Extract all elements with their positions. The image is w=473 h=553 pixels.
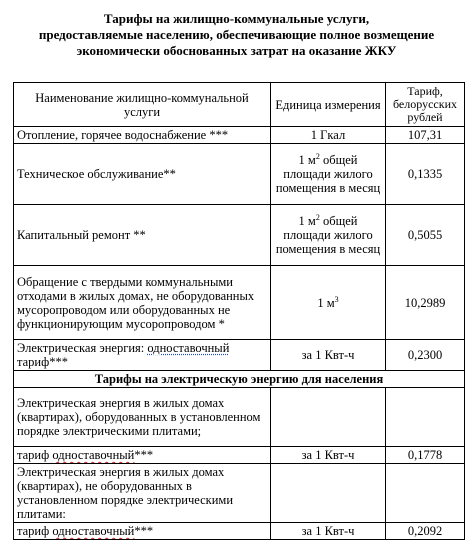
- unit-text: общей площади жилого помещения в месяц: [275, 214, 381, 256]
- table-row: [14, 388, 465, 447]
- row-tariff: 0,1778: [386, 447, 465, 464]
- row-service: [14, 447, 271, 464]
- unit-superscript: 2: [315, 212, 320, 222]
- table-row: [14, 205, 465, 266]
- row-service: Электрическая энергия в жилых домах (квартирах), оборудованных в установленном порядке электрическими плитами;: [14, 388, 271, 447]
- table-row: [14, 127, 465, 144]
- row-unit: 1 Гкал: [271, 127, 386, 144]
- row-tariff: [386, 464, 465, 523]
- service-text: тариф: [17, 524, 53, 538]
- unit-text: 1 м: [298, 153, 316, 167]
- section-row: [14, 371, 465, 388]
- row-unit: за 1 Квт-ч: [271, 340, 386, 371]
- row-unit: за 1 Квт-ч: [271, 523, 386, 540]
- table-row: [14, 266, 465, 340]
- service-text-marked: одноставочный: [147, 341, 230, 355]
- unit-text: общей площади жилого помещения в месяц: [275, 153, 381, 195]
- service-text: Электрическая энергия:: [17, 341, 148, 355]
- row-tariff: [386, 388, 465, 447]
- row-service: Техническое обслуживание**: [14, 144, 271, 205]
- table-row: [14, 464, 465, 523]
- title-line-3: экономически обоснованных затрат на оказание ЖКУ: [76, 43, 397, 58]
- row-service: [14, 340, 271, 371]
- service-text: ***: [134, 448, 154, 462]
- row-unit: [271, 205, 386, 266]
- title-line-2: предоставляемые населению, обеспечивающие полное возмещение: [38, 27, 435, 42]
- header-unit: Единица измерения: [271, 83, 386, 127]
- service-text: ***: [134, 524, 154, 538]
- row-tariff: 0,1335: [386, 144, 465, 205]
- row-unit: за 1 Квт-ч: [271, 447, 386, 464]
- row-tariff: 107,31: [386, 127, 465, 144]
- row-service: Электрическая энергия в жилых домах (квартирах), не оборудованных в установленном порядке электрическими плитами:: [14, 464, 271, 523]
- row-service: Капитальный ремонт **: [14, 205, 271, 266]
- unit-text: 1 м: [317, 295, 335, 310]
- title-line-1: Тарифы на жилищно-коммунальные услуги,: [103, 11, 370, 26]
- header-tariff: Тариф, белорусских рублей: [386, 83, 465, 127]
- row-tariff: 10,2989: [386, 266, 465, 340]
- row-tariff: 0,2300: [386, 340, 465, 371]
- row-tariff: 0,5055: [386, 205, 465, 266]
- tariff-table: [13, 82, 465, 540]
- row-unit: [271, 144, 386, 205]
- unit-text: 1 м: [298, 214, 316, 228]
- service-text: тариф***: [17, 355, 68, 369]
- header-service: Наименование жилищно-коммунальной услуги: [14, 83, 271, 127]
- row-unit: [271, 266, 386, 340]
- service-text-marked: одноставочный: [52, 448, 135, 462]
- table-row: [14, 447, 465, 464]
- service-text-marked: одноставочный: [52, 524, 135, 538]
- table-row: [14, 340, 465, 371]
- unit-superscript: 3: [334, 294, 339, 304]
- row-service: Отопление, горячее водоснабжение ***: [14, 127, 271, 144]
- table-row: [14, 523, 465, 540]
- section-heading: Тарифы на электрическую энергию для населения: [14, 371, 465, 388]
- document-title: [20, 11, 453, 59]
- row-unit: [271, 464, 386, 523]
- row-tariff: 0,2092: [386, 523, 465, 540]
- row-service: Обращение с твердыми коммунальными отходами в жилых домах, не оборудованных мусоропроводом или оборудованных не функционирующим мусоропроводом *: [14, 266, 271, 340]
- table-row: [14, 144, 465, 205]
- table-header-row: [14, 83, 465, 127]
- row-unit: [271, 388, 386, 447]
- unit-superscript: 2: [315, 151, 320, 161]
- row-service: [14, 523, 271, 540]
- service-text: тариф: [17, 448, 53, 462]
